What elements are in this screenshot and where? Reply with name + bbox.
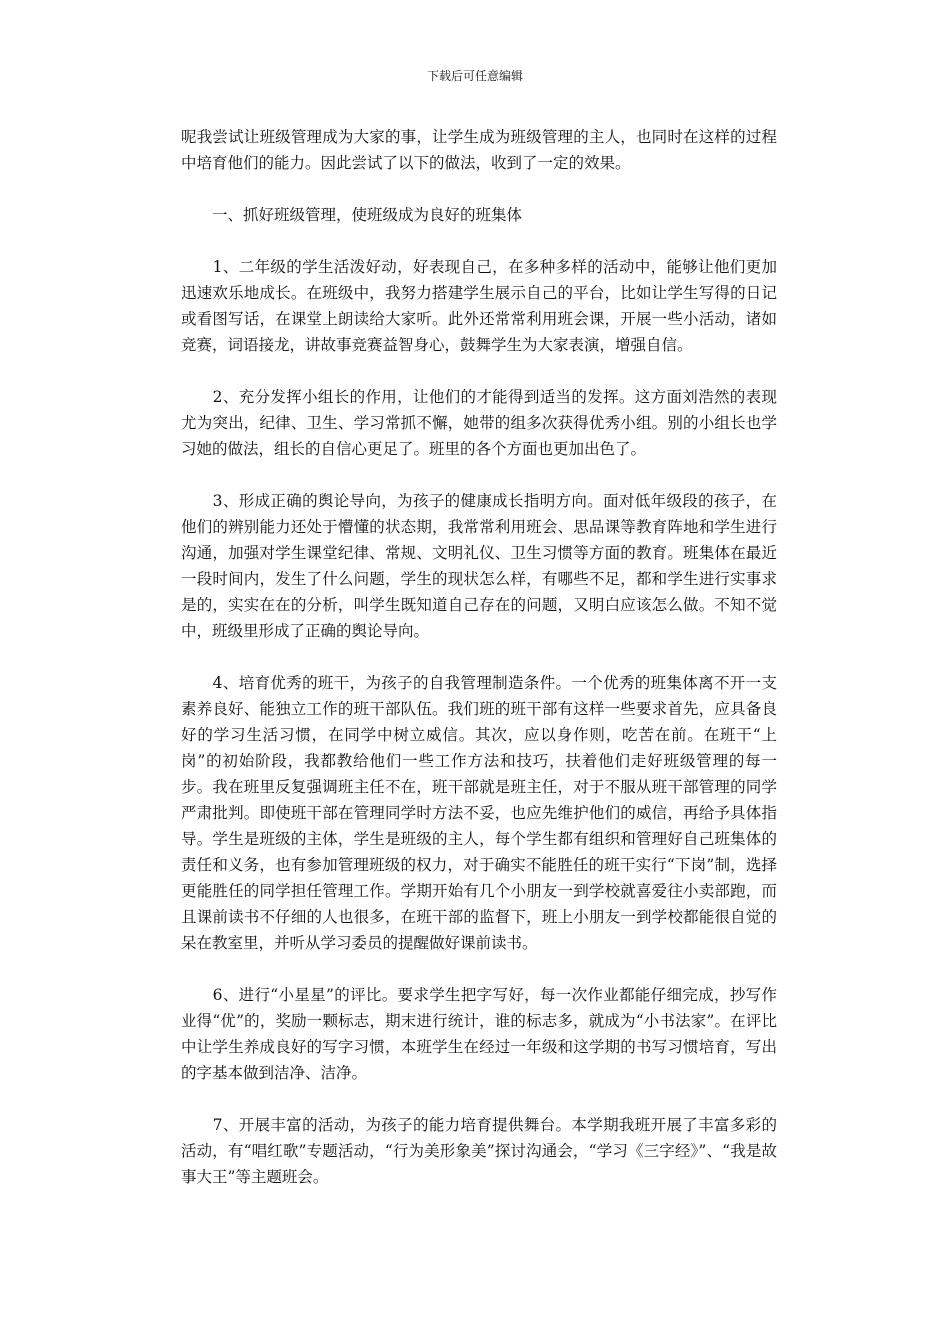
paragraph-item-7: 7、开展丰富的活动，为孩子的能力培育提供舞台。本学期我班开展了丰富多彩的活动，有“唱红歌”专题活动，“行为美形象美”探讨沟通会，“学习《三字经》”、“我是故事大王”等主题班会。 <box>181 1116 777 1186</box>
section-heading: 一、抓好班级管理，使班级成为良好的班集体 <box>181 206 523 224</box>
paragraph-item-2: 2、充分发挥小组长的作用，让他们的才能得到适当的发挥。这方面刘浩然的表现尤为突出，纪律、卫生、学习常抓不懈，她带的组多次获得优秀小组。别的小组长也学习她的做法，组长的自信心更足了。班里的各个方面也更加出色了。 <box>181 388 777 458</box>
page-header: 下载后可任意编辑 <box>426 69 523 83</box>
paragraph-item-4: 4、培育优秀的班干，为孩子的自我管理制造条件。一个优秀的班集体离不开一支素养良好、能独立工作的班干部队伍。我们班的班干部有这样一些要求首先，应具备良好的学习生活习惯，在同学中树立威信。其次，应以身作则，吃苦在前。在班干“上岗”的初始阶段，我都教给他们一些工作方法和技巧，扶着他们走好班级管理的每一步。我在班里反复强调班主任不在，班干部就是班主任，对于不服从班干部管理的同学严肃批判。即使班干部在管理同学时方法不妥，也应先维护他们的威信，再给予具体指导。学生是班级的主体，学生是班级的主人，每个学生都有组织和管理好自己班集体的责任和义务，也有参加管理班级的权力，对于确实不能胜任的班干实行“下岗”制，选择更能胜任的同学担任管理工作。学期开始有几个小朋友一到学校就喜爱往小卖部跑，而且课前读书不仔细的人也很多，在班干部的监督下，班上小朋友一到学校都能很自觉的呆在教室里，并听从学习委员的提醒做好课前读书。 <box>181 674 777 952</box>
document-body <box>181 124 777 1216</box>
paragraph-item-6: 6、进行“小星星”的评比。要求学生把字写好，每一次作业都能仔细完成，抄写作业得“优”的，奖励一颗标志，期末进行统计，谁的标志多，就成为“小书法家”。在评比中让学生养成良好的写字习惯，本班学生在经过一年级和这学期的书写习惯培育，写出的字基本做到洁净、洁净。 <box>181 986 777 1082</box>
paragraph-item-1: 1、二年级的学生活泼好动，好表现自己，在多种多样的活动中，能够让他们更加迅速欢乐地成长。在班级中，我努力搭建学生展示自己的平台，比如让学生写得的日记或看图写话，在课堂上朗读给大家听。此外还常常利用班会课，开展一些小活动，诸如竞赛，词语接龙，讲故事竞赛益智身心，鼓舞学生为大家表演，增强自信。 <box>181 258 777 354</box>
paragraph-intro: 呢我尝试让班级管理成为大家的事，让学生成为班级管理的主人，也同时在这样的过程中培育他们的能力。因此尝试了以下的做法，收到了一定的效果。 <box>181 128 777 172</box>
paragraph-item-3: 3、形成正确的舆论导向，为孩子的健康成长指明方向。面对低年级段的孩子，在他们的辨别能力还处于懵懂的状态期，我常常利用班会、思品课等教育阵地和学生进行沟通，加强对学生课堂纪律、常规、文明礼仪、卫生习惯等方面的教育。班集体在最近一段时间内，发生了什么问题，学生的现状怎么样，有哪些不足，都和学生进行实事求是的，实实在在的分析，叫学生既知道自己存在的问题，又明白应该怎么做。不知不觉中，班级里形成了正确的舆论导向。 <box>181 492 777 640</box>
